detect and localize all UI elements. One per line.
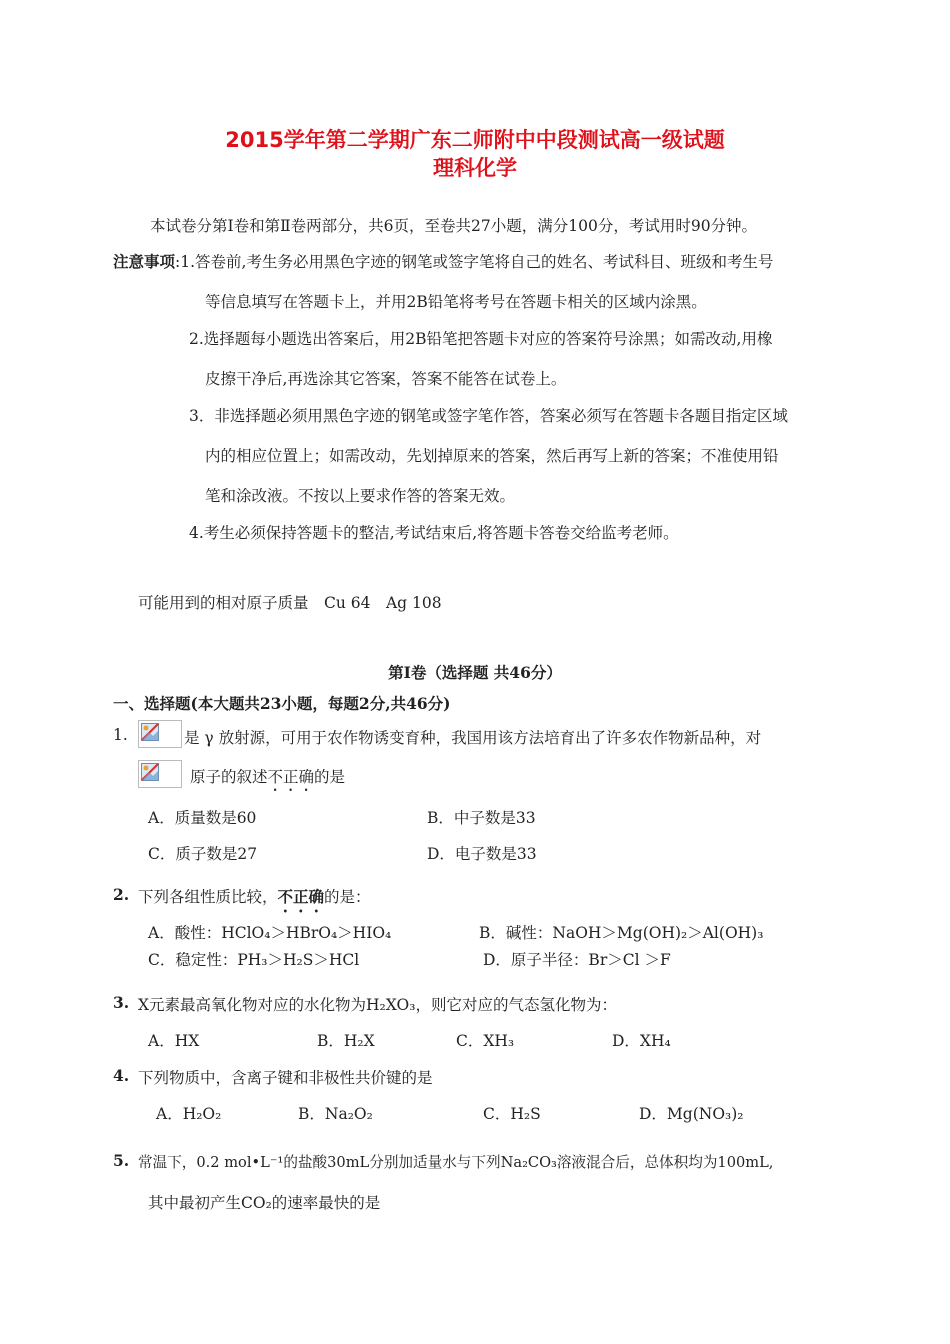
q4-number: 4.	[113, 1066, 130, 1085]
notes-item1-line1: :1.答卷前,考生务必用黑色字迹的钢笔或签字笔将自己的姓名、考试科目、班级和考生号	[175, 253, 774, 271]
q2-text	[138, 885, 371, 916]
q3-text: X元素最高氧化物对应的水化物为H₂XO₃，则它对应的气态氢化物为：	[138, 996, 617, 1014]
q4-option-b: B．Na₂O₂	[298, 1105, 373, 1123]
q1-text-line1: 是 γ 放射源，可用于农作物诱变育种，我国用该方法培育出了许多农作物新品种，对	[184, 729, 762, 747]
q4-option-a: A．H₂O₂	[156, 1105, 222, 1123]
page-subtitle: 理科化学	[433, 156, 517, 180]
q4-option-d: D．Mg(NO₃)₂	[639, 1105, 744, 1123]
notes-item3-line2: 内的相应位置上；如需改动，先划掉原来的答案，然后再写上新的答案；不准使用铅	[205, 447, 779, 465]
notes-label: 注意事项	[113, 252, 176, 271]
q5-text-line2: 其中最初产生CO₂的速率最快的是	[148, 1194, 381, 1212]
notes-line1	[113, 250, 773, 272]
isotope-image	[138, 720, 182, 748]
q2-option-d: D．原子半径：Br＞Cl ＞F	[483, 951, 671, 969]
broken-image-icon	[141, 763, 159, 781]
section-part-heading: 一、选择题(本大题共23小题，每题2分,共46分)	[113, 694, 451, 713]
isotope-image-2	[138, 760, 182, 788]
q1-option-c: C．质子数是27	[148, 845, 258, 863]
q1-option-d: D．电子数是33	[427, 845, 537, 863]
q2-option-a: A．酸性：HClO₄＞HBrO₄＞HIO₄	[148, 924, 392, 942]
intro-text: 本试卷分第Ⅰ卷和第Ⅱ卷两部分，共6页，至卷共27小题，满分100分，考试用时90分钟。	[150, 217, 758, 235]
q3-number: 3.	[113, 993, 130, 1012]
notes-item3-line3: 笔和涂改液。不按以上要求作答的答案无效。	[205, 487, 516, 505]
q1-text2-post: 的是	[314, 768, 346, 786]
broken-image-icon	[141, 723, 159, 741]
q2-option-b: B．碱性：NaOH＞Mg(OH)₂＞Al(OH)₃	[479, 924, 764, 942]
q3-option-c: C．XH₃	[456, 1032, 515, 1050]
q1-text-line2	[190, 765, 345, 795]
notes-item2-line1: 2.选择题每小题选出答案后，用2B铅笔把答题卡对应的答案符号涂黑；如需改动,用橡	[189, 330, 773, 348]
q3-option-a: A．HX	[148, 1032, 200, 1050]
page-title: 2015学年第二学期广东二师附中中段测试高一级试题	[225, 128, 725, 152]
q4-text: 下列物质中，含离子键和非极性共价键的是	[138, 1069, 433, 1087]
q2-text-post: 的是：	[324, 888, 371, 906]
q4-option-c: C．H₂S	[483, 1105, 541, 1123]
q3-option-b: B．H₂X	[317, 1032, 375, 1050]
q1-option-a: A．质量数是60	[148, 809, 257, 827]
q2-option-c: C．稳定性：PH₃＞H₂S＞HCl	[148, 951, 360, 969]
q2-text-pre: 下列各组性质比较，	[138, 888, 278, 906]
q1-text2-pre: 原子的叙述	[190, 768, 268, 786]
q1-emphasis: 不正确	[267, 768, 315, 786]
notes-item2-line2: 皮擦干净后,再选涂其它答案，答案不能答在试卷上。	[205, 370, 567, 388]
q1-number: 1.	[113, 726, 128, 744]
q5-text-line1: 常温下，0.2 mol•L⁻¹的盐酸30mL分别加适量水与下列Na₂CO₃溶液混合后，总体积均为100mL,	[138, 1154, 774, 1171]
section-heading: 第Ⅰ卷（选择题 共46分）	[388, 663, 562, 682]
q2-number: 2.	[113, 885, 130, 904]
q2-emphasis: 不正确	[277, 887, 325, 906]
notes-item1-line2: 等信息填写在答题卡上，并用2B铅笔将考号在答题卡相关的区域内涂黑。	[205, 293, 707, 311]
notes-item4: 4.考生必须保持答题卡的整洁,考试结束后,将答题卡答卷交给监考老师。	[189, 524, 679, 542]
atomic-mass-line: 可能用到的相对原子质量 Cu 64 Ag 108	[138, 594, 442, 612]
notes-item3-line1: 3．非选择题必须用黑色字迹的钢笔或签字笔作答，答案必须写在答题卡各题目指定区域	[189, 407, 788, 425]
q5-number: 5.	[113, 1151, 130, 1170]
q1-option-b: B．中子数是33	[427, 809, 536, 827]
q3-option-d: D．XH₄	[612, 1032, 671, 1050]
